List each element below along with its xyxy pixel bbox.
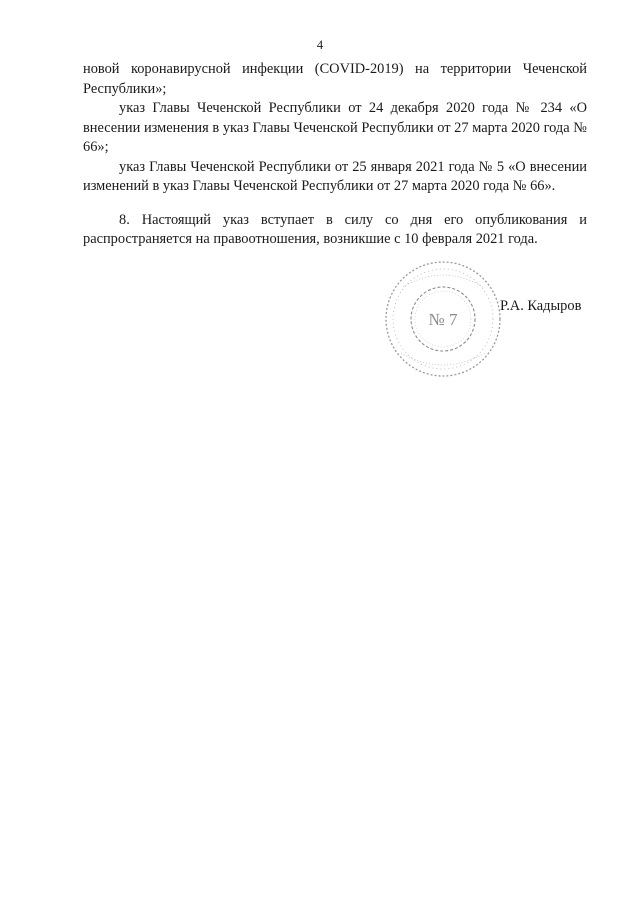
document-body bbox=[83, 60, 587, 250]
paragraph-decree-5: указ Главы Чеченской Республики от 25 января 2021 года № 5 «О внесении изменений в указ Главы Чеченской Республики от 27 марта 2020 года № 66». bbox=[83, 158, 587, 194]
signature-name: Р.А. Кадыров bbox=[500, 298, 582, 314]
paragraph-list-continuation: новой коронавирусной инфекции (COVID-2019) на территории Чеченской Республики»; bbox=[83, 61, 587, 97]
seal-number-text: № 7 bbox=[428, 310, 458, 329]
paragraph-decree-234: указ Главы Чеченской Республики от 24 декабря 2020 года № 234 «О внесении изменения в указ Главы Чеченской Республики от 27 марта 2020 года № 66»; bbox=[83, 100, 587, 155]
page-number: 4 bbox=[316, 38, 324, 52]
paragraph-item-8: 8. Настоящий указ вступает в силу со дня его опубликования и распространяется на правоотношения, возникшие с 10 февраля 2021 года. bbox=[83, 211, 587, 247]
seal-stamp-graphic bbox=[383, 259, 503, 379]
official-seal-stamp bbox=[383, 259, 503, 379]
